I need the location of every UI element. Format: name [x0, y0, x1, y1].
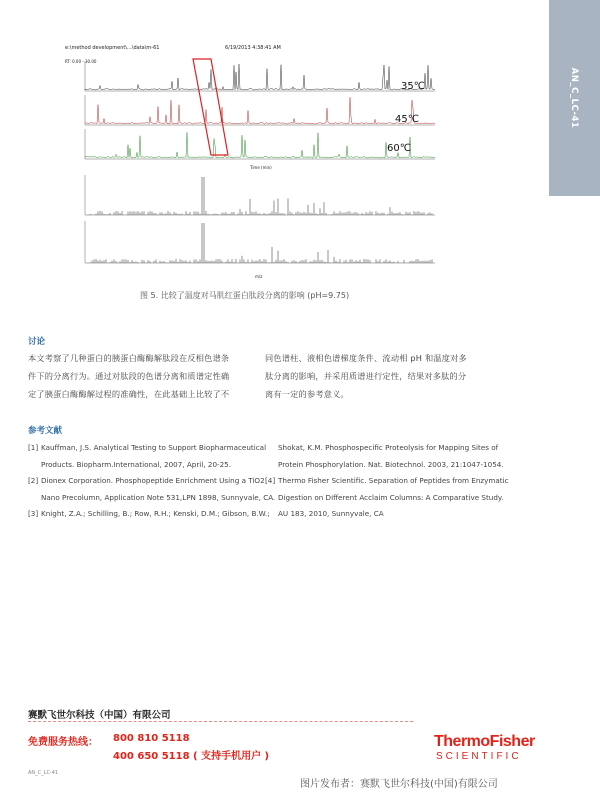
reference-number: [2]	[28, 476, 39, 485]
side-tab-label: AN_C_LC-41	[569, 67, 579, 129]
hotline-number-1: 800 810 5118	[113, 733, 190, 744]
reference-text: Kauffman, J.S. Analytical Testing to Support Biopharmaceutical	[41, 443, 267, 452]
references-right-column	[265, 440, 509, 523]
highlight-box	[193, 59, 228, 155]
side-tab	[549, 0, 600, 196]
x-axis-label-time: Time (min)	[250, 165, 272, 170]
temp-label-60: 60℃	[387, 143, 411, 154]
chromatogram-35c	[85, 61, 435, 91]
reference-number: [3]	[28, 509, 39, 518]
reference-line: Shokat, K.M. Phosphospecific Proteolysis for Mapping Sites of	[278, 443, 499, 452]
figure-caption: 图 5. 比较了温度对马肌红蛋白肽段分离的影响 (pH=9.75)	[140, 291, 350, 300]
reference-line	[28, 506, 275, 523]
reference-line	[28, 473, 275, 490]
publisher-watermark: 图片发布者：赛默飞世尔科技(中国)有限公司	[300, 779, 498, 790]
reference-line: Protein Phosphorylation. Nat. Biotechnol. 2003, 21:1047-1054.	[278, 459, 504, 469]
figure-header-date: 6/19/2013 4:38:41 AM	[225, 45, 281, 51]
mass-spectrum-bottom	[85, 221, 435, 263]
reference-line: Products. Biopharm.International, 2007, April, 20-25.	[41, 459, 232, 469]
footer-divider	[28, 721, 413, 722]
reference-text: Knight, Z.A.; Schilling, B.; Row, R.H.; Kenski, D.M.; Gibson, B.W.;	[41, 509, 270, 518]
brand-logo-bottom: SCIENTIFIC	[436, 751, 522, 762]
discussion-line: 离有一定的参考意义。	[265, 389, 349, 399]
discussion-title: 讨论	[28, 337, 46, 347]
hotline-label: 免费服务热线：	[28, 737, 98, 748]
chrom-trace	[85, 64, 435, 90]
x-axis-label-mz: m/z	[255, 274, 263, 279]
temp-label-45: 45℃	[395, 114, 419, 125]
mass-spectrum-top	[85, 175, 435, 215]
discussion-line: 本文考察了几种蛋白的胰蛋白酶酶解肽段在反相色谱条	[28, 353, 230, 363]
chromatogram-60c	[85, 129, 435, 159]
reference-text: Thermo Fisher Scientific. Separation of Peptides from Enzymatic	[278, 476, 509, 485]
discussion-line: 肽分离的影响，并采用质谱进行定性，结果对多肽的分	[265, 371, 467, 381]
discussion-line: 同色谱柱、液相色谱梯度条件、流动相 pH 和温度对多	[265, 353, 467, 363]
reference-number: [1]	[28, 443, 39, 452]
doc-code: AN_C_LC-41	[28, 770, 59, 776]
reference-line: Nano Precolumn, Application Note 531,LPN 1898, Sunnyvale, CA.	[41, 492, 276, 502]
figure-header-path: e:\method development\...\data\m-61	[65, 45, 160, 51]
reference-line	[28, 440, 275, 457]
discussion-line: 件下的分离行为。通过对肽段的色谱分离和质谱定性确	[28, 371, 230, 381]
figure-rt-label: RT: 0.00 - 30.00	[65, 59, 97, 64]
company-name: 赛默飞世尔科技（中国）有限公司	[28, 710, 171, 721]
discussion-line: 定了胰蛋白酶酶解过程的准确性，在此基础上比较了不	[28, 389, 230, 399]
chrom-trace	[85, 132, 435, 158]
chromatogram-45c	[85, 95, 435, 125]
references-title: 参考文献	[28, 426, 63, 436]
chrom-trace	[85, 97, 435, 124]
discussion-right-column	[265, 349, 467, 403]
reference-number: [4]	[265, 476, 276, 485]
figure-chromatogram	[55, 45, 475, 280]
references-left-column	[28, 440, 275, 523]
reference-line: Digestion on Different Acclaim Columns: A Comparative Study.	[278, 492, 504, 502]
reference-line: AU 183, 2010, Sunnyvale, CA	[278, 509, 384, 518]
temp-label-35: 35℃	[401, 81, 425, 92]
reference-line	[265, 473, 509, 490]
hotline-number-2: 400 650 5118 ( 支持手机用户 )	[113, 751, 270, 762]
discussion-left-column	[28, 349, 229, 403]
brand-logo-top: ThermoFisher	[434, 733, 535, 750]
reference-text: Dionex Corporation. Phosphopeptide Enrichment Using a TiO2	[41, 476, 265, 485]
